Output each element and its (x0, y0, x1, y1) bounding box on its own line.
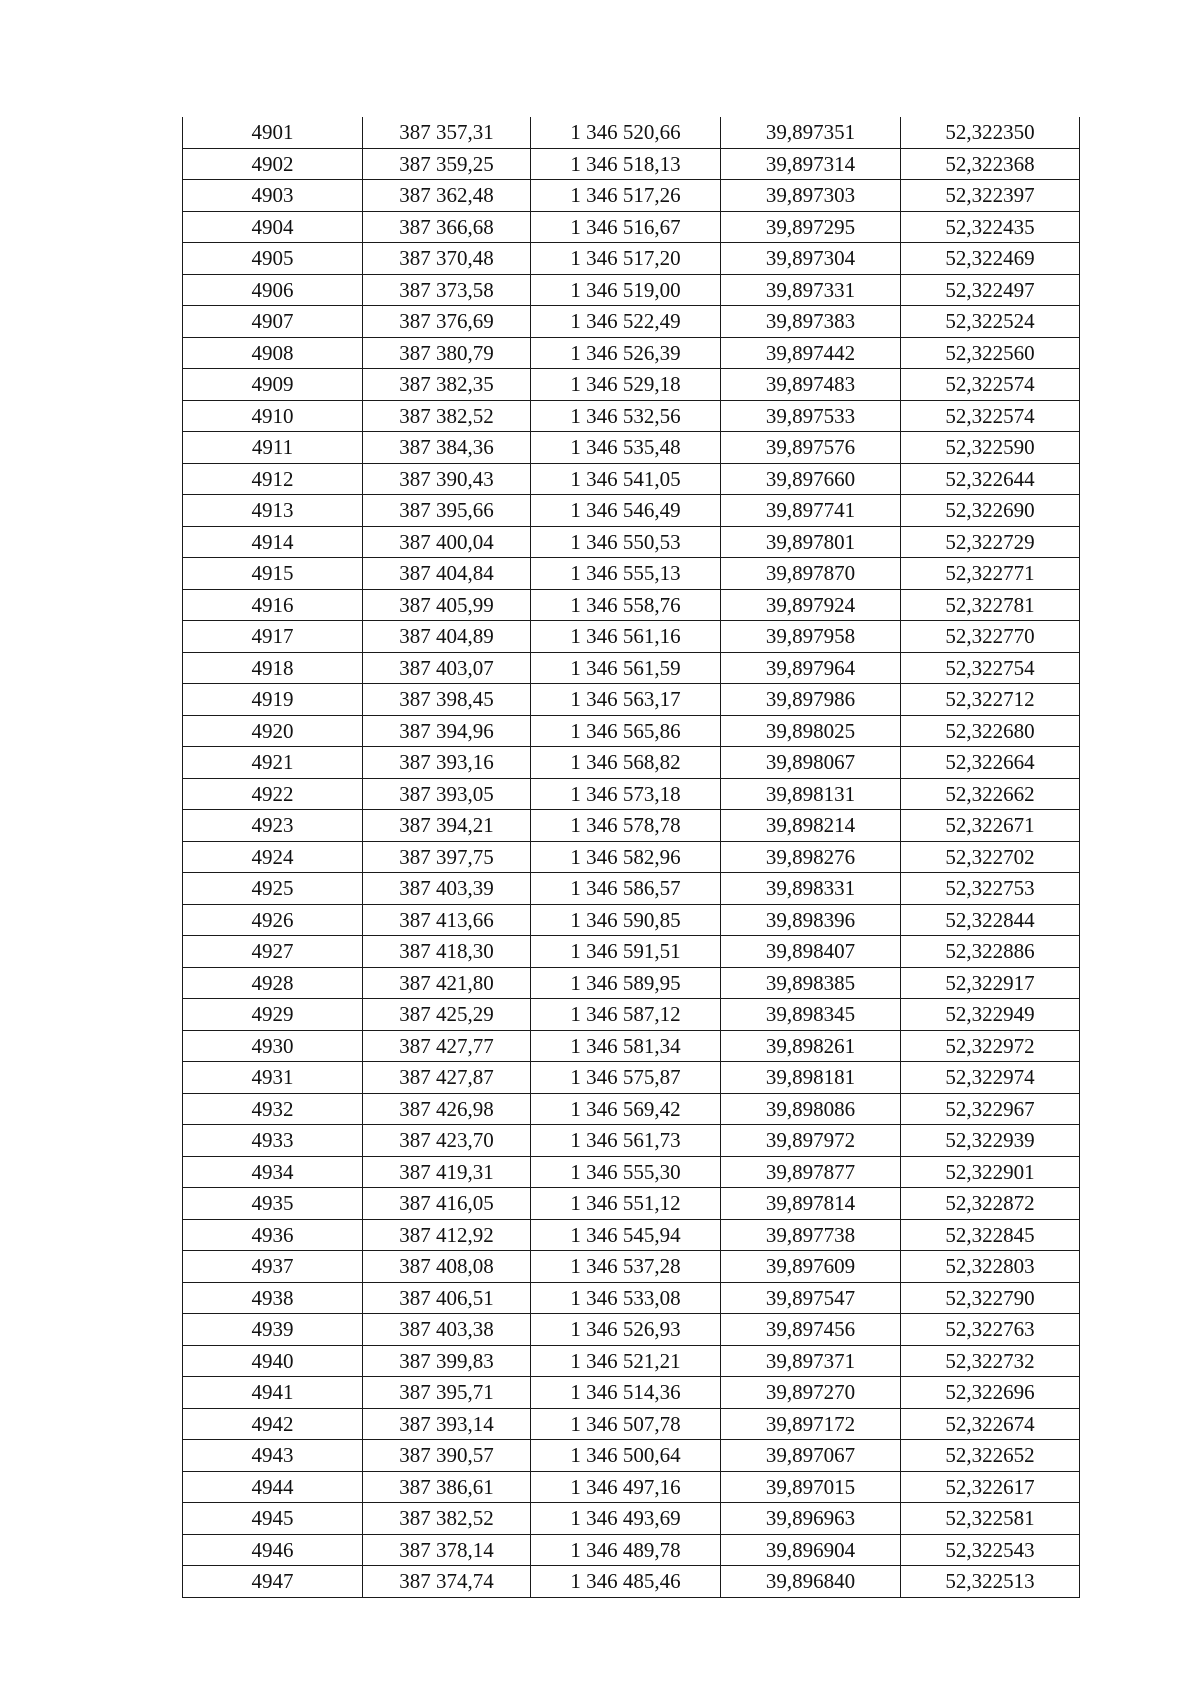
longitude-cell: 39,897314 (721, 148, 901, 180)
y-coordinate-cell: 1 346 575,87 (531, 1062, 721, 1094)
x-coordinate-cell: 387 416,05 (363, 1188, 531, 1220)
longitude-cell: 39,897738 (721, 1219, 901, 1251)
x-coordinate-cell: 387 357,31 (363, 117, 531, 148)
x-coordinate-cell: 387 425,29 (363, 999, 531, 1031)
table-row (183, 1125, 1080, 1157)
latitude-cell: 52,322844 (901, 904, 1080, 936)
x-coordinate-cell: 387 419,31 (363, 1156, 531, 1188)
longitude-cell: 39,898276 (721, 841, 901, 873)
y-coordinate-cell: 1 346 589,95 (531, 967, 721, 999)
table-row (183, 1219, 1080, 1251)
longitude-cell: 39,897924 (721, 589, 901, 621)
point-number-cell: 4910 (183, 400, 363, 432)
point-number-cell: 4920 (183, 715, 363, 747)
table-row (183, 243, 1080, 275)
latitude-cell: 52,322690 (901, 495, 1080, 527)
latitude-cell: 52,322781 (901, 589, 1080, 621)
longitude-cell: 39,898396 (721, 904, 901, 936)
table-row (183, 778, 1080, 810)
y-coordinate-cell: 1 346 522,49 (531, 306, 721, 338)
longitude-cell: 39,898131 (721, 778, 901, 810)
longitude-cell: 39,897964 (721, 652, 901, 684)
y-coordinate-cell: 1 346 545,94 (531, 1219, 721, 1251)
longitude-cell: 39,897270 (721, 1377, 901, 1409)
table-row (183, 526, 1080, 558)
point-number-cell: 4915 (183, 558, 363, 590)
latitude-cell: 52,322671 (901, 810, 1080, 842)
point-number-cell: 4927 (183, 936, 363, 968)
latitude-cell: 52,322524 (901, 306, 1080, 338)
table-row (183, 1566, 1080, 1598)
longitude-cell: 39,897814 (721, 1188, 901, 1220)
x-coordinate-cell: 387 362,48 (363, 180, 531, 212)
x-coordinate-cell: 387 393,14 (363, 1408, 531, 1440)
longitude-cell: 39,898331 (721, 873, 901, 905)
longitude-cell: 39,896904 (721, 1534, 901, 1566)
table-row (183, 1156, 1080, 1188)
x-coordinate-cell: 387 390,57 (363, 1440, 531, 1472)
latitude-cell: 52,322712 (901, 684, 1080, 716)
x-coordinate-cell: 387 382,52 (363, 1503, 531, 1535)
y-coordinate-cell: 1 346 535,48 (531, 432, 721, 464)
longitude-cell: 39,897609 (721, 1251, 901, 1283)
longitude-cell: 39,897972 (721, 1125, 901, 1157)
latitude-cell: 52,322435 (901, 211, 1080, 243)
table-row (183, 148, 1080, 180)
y-coordinate-cell: 1 346 529,18 (531, 369, 721, 401)
table-row (183, 1377, 1080, 1409)
x-coordinate-cell: 387 405,99 (363, 589, 531, 621)
table-row (183, 1188, 1080, 1220)
y-coordinate-cell: 1 346 582,96 (531, 841, 721, 873)
latitude-cell: 52,322967 (901, 1093, 1080, 1125)
point-number-cell: 4938 (183, 1282, 363, 1314)
y-coordinate-cell: 1 346 555,13 (531, 558, 721, 590)
latitude-cell: 52,322753 (901, 873, 1080, 905)
table-row (183, 1345, 1080, 1377)
x-coordinate-cell: 387 374,74 (363, 1566, 531, 1598)
x-coordinate-cell: 387 382,35 (363, 369, 531, 401)
table-row (183, 747, 1080, 779)
x-coordinate-cell: 387 397,75 (363, 841, 531, 873)
latitude-cell: 52,322397 (901, 180, 1080, 212)
latitude-cell: 52,322652 (901, 1440, 1080, 1472)
table-row (183, 1408, 1080, 1440)
longitude-cell: 39,897801 (721, 526, 901, 558)
x-coordinate-cell: 387 370,48 (363, 243, 531, 275)
y-coordinate-cell: 1 346 489,78 (531, 1534, 721, 1566)
latitude-cell: 52,322469 (901, 243, 1080, 275)
point-number-cell: 4906 (183, 274, 363, 306)
latitude-cell: 52,322872 (901, 1188, 1080, 1220)
latitude-cell: 52,322543 (901, 1534, 1080, 1566)
latitude-cell: 52,322974 (901, 1062, 1080, 1094)
x-coordinate-cell: 387 378,14 (363, 1534, 531, 1566)
longitude-cell: 39,898067 (721, 747, 901, 779)
y-coordinate-cell: 1 346 493,69 (531, 1503, 721, 1535)
latitude-cell: 52,322617 (901, 1471, 1080, 1503)
table-row (183, 999, 1080, 1031)
longitude-cell: 39,897303 (721, 180, 901, 212)
y-coordinate-cell: 1 346 550,53 (531, 526, 721, 558)
point-number-cell: 4916 (183, 589, 363, 621)
y-coordinate-cell: 1 346 561,16 (531, 621, 721, 653)
y-coordinate-cell: 1 346 520,66 (531, 117, 721, 148)
latitude-cell: 52,322590 (901, 432, 1080, 464)
longitude-cell: 39,897547 (721, 1282, 901, 1314)
longitude-cell: 39,897483 (721, 369, 901, 401)
table-row (183, 1314, 1080, 1346)
latitude-cell: 52,322803 (901, 1251, 1080, 1283)
longitude-cell: 39,897877 (721, 1156, 901, 1188)
longitude-cell: 39,897660 (721, 463, 901, 495)
longitude-cell: 39,897331 (721, 274, 901, 306)
latitude-cell: 52,322972 (901, 1030, 1080, 1062)
y-coordinate-cell: 1 346 573,18 (531, 778, 721, 810)
longitude-cell: 39,897741 (721, 495, 901, 527)
table-row (183, 306, 1080, 338)
table-row (183, 1062, 1080, 1094)
y-coordinate-cell: 1 346 537,28 (531, 1251, 721, 1283)
y-coordinate-cell: 1 346 546,49 (531, 495, 721, 527)
longitude-cell: 39,898345 (721, 999, 901, 1031)
point-number-cell: 4940 (183, 1345, 363, 1377)
point-number-cell: 4923 (183, 810, 363, 842)
table-row (183, 652, 1080, 684)
point-number-cell: 4917 (183, 621, 363, 653)
table-row (183, 274, 1080, 306)
table-row (183, 1030, 1080, 1062)
longitude-cell: 39,897371 (721, 1345, 901, 1377)
table-row (183, 810, 1080, 842)
table-row (183, 400, 1080, 432)
point-number-cell: 4942 (183, 1408, 363, 1440)
table-row (183, 873, 1080, 905)
latitude-cell: 52,322771 (901, 558, 1080, 590)
point-number-cell: 4903 (183, 180, 363, 212)
table-row (183, 1471, 1080, 1503)
point-number-cell: 4902 (183, 148, 363, 180)
x-coordinate-cell: 387 382,52 (363, 400, 531, 432)
point-number-cell: 4922 (183, 778, 363, 810)
y-coordinate-cell: 1 346 507,78 (531, 1408, 721, 1440)
x-coordinate-cell: 387 412,92 (363, 1219, 531, 1251)
y-coordinate-cell: 1 346 558,76 (531, 589, 721, 621)
longitude-cell: 39,897533 (721, 400, 901, 432)
table-row (183, 1282, 1080, 1314)
y-coordinate-cell: 1 346 526,93 (531, 1314, 721, 1346)
longitude-cell: 39,897067 (721, 1440, 901, 1472)
coordinates-table-body (183, 117, 1080, 1597)
latitude-cell: 52,322574 (901, 369, 1080, 401)
latitude-cell: 52,322763 (901, 1314, 1080, 1346)
point-number-cell: 4918 (183, 652, 363, 684)
longitude-cell: 39,896963 (721, 1503, 901, 1535)
point-number-cell: 4943 (183, 1440, 363, 1472)
y-coordinate-cell: 1 346 517,26 (531, 180, 721, 212)
longitude-cell: 39,897015 (721, 1471, 901, 1503)
point-number-cell: 4934 (183, 1156, 363, 1188)
point-number-cell: 4946 (183, 1534, 363, 1566)
point-number-cell: 4936 (183, 1219, 363, 1251)
point-number-cell: 4932 (183, 1093, 363, 1125)
y-coordinate-cell: 1 346 517,20 (531, 243, 721, 275)
x-coordinate-cell: 387 427,87 (363, 1062, 531, 1094)
x-coordinate-cell: 387 359,25 (363, 148, 531, 180)
x-coordinate-cell: 387 384,36 (363, 432, 531, 464)
longitude-cell: 39,897442 (721, 337, 901, 369)
latitude-cell: 52,322644 (901, 463, 1080, 495)
latitude-cell: 52,322754 (901, 652, 1080, 684)
table-row (183, 495, 1080, 527)
point-number-cell: 4914 (183, 526, 363, 558)
longitude-cell: 39,898181 (721, 1062, 901, 1094)
table-row (183, 715, 1080, 747)
point-number-cell: 4907 (183, 306, 363, 338)
longitude-cell: 39,897958 (721, 621, 901, 653)
latitude-cell: 52,322664 (901, 747, 1080, 779)
y-coordinate-cell: 1 346 516,67 (531, 211, 721, 243)
table-row (183, 1534, 1080, 1566)
x-coordinate-cell: 387 427,77 (363, 1030, 531, 1062)
latitude-cell: 52,322770 (901, 621, 1080, 653)
longitude-cell: 39,897295 (721, 211, 901, 243)
latitude-cell: 52,322581 (901, 1503, 1080, 1535)
x-coordinate-cell: 387 406,51 (363, 1282, 531, 1314)
y-coordinate-cell: 1 346 555,30 (531, 1156, 721, 1188)
longitude-cell: 39,898407 (721, 936, 901, 968)
point-number-cell: 4913 (183, 495, 363, 527)
longitude-cell: 39,897351 (721, 117, 901, 148)
latitude-cell: 52,322574 (901, 400, 1080, 432)
latitude-cell: 52,322680 (901, 715, 1080, 747)
y-coordinate-cell: 1 346 569,42 (531, 1093, 721, 1125)
point-number-cell: 4933 (183, 1125, 363, 1157)
point-number-cell: 4901 (183, 117, 363, 148)
table-row (183, 180, 1080, 212)
longitude-cell: 39,897172 (721, 1408, 901, 1440)
table-row (183, 1093, 1080, 1125)
point-number-cell: 4929 (183, 999, 363, 1031)
y-coordinate-cell: 1 346 565,86 (531, 715, 721, 747)
latitude-cell: 52,322696 (901, 1377, 1080, 1409)
x-coordinate-cell: 387 403,39 (363, 873, 531, 905)
table-row (183, 841, 1080, 873)
point-number-cell: 4930 (183, 1030, 363, 1062)
y-coordinate-cell: 1 346 578,78 (531, 810, 721, 842)
point-number-cell: 4931 (183, 1062, 363, 1094)
longitude-cell: 39,898385 (721, 967, 901, 999)
x-coordinate-cell: 387 408,08 (363, 1251, 531, 1283)
point-number-cell: 4935 (183, 1188, 363, 1220)
latitude-cell: 52,322497 (901, 274, 1080, 306)
table-row (183, 463, 1080, 495)
y-coordinate-cell: 1 346 519,00 (531, 274, 721, 306)
table-row (183, 1251, 1080, 1283)
latitude-cell: 52,322674 (901, 1408, 1080, 1440)
latitude-cell: 52,322790 (901, 1282, 1080, 1314)
x-coordinate-cell: 387 394,96 (363, 715, 531, 747)
y-coordinate-cell: 1 346 521,21 (531, 1345, 721, 1377)
x-coordinate-cell: 387 418,30 (363, 936, 531, 968)
y-coordinate-cell: 1 346 497,16 (531, 1471, 721, 1503)
latitude-cell: 52,322368 (901, 148, 1080, 180)
longitude-cell: 39,897383 (721, 306, 901, 338)
x-coordinate-cell: 387 393,16 (363, 747, 531, 779)
y-coordinate-cell: 1 346 568,82 (531, 747, 721, 779)
y-coordinate-cell: 1 346 590,85 (531, 904, 721, 936)
longitude-cell: 39,898261 (721, 1030, 901, 1062)
latitude-cell: 52,322560 (901, 337, 1080, 369)
point-number-cell: 4912 (183, 463, 363, 495)
point-number-cell: 4911 (183, 432, 363, 464)
latitude-cell: 52,322702 (901, 841, 1080, 873)
y-coordinate-cell: 1 346 514,36 (531, 1377, 721, 1409)
x-coordinate-cell: 387 394,21 (363, 810, 531, 842)
point-number-cell: 4925 (183, 873, 363, 905)
longitude-cell: 39,897456 (721, 1314, 901, 1346)
y-coordinate-cell: 1 346 561,59 (531, 652, 721, 684)
longitude-cell: 39,896840 (721, 1566, 901, 1598)
point-number-cell: 4945 (183, 1503, 363, 1535)
longitude-cell: 39,897986 (721, 684, 901, 716)
latitude-cell: 52,322845 (901, 1219, 1080, 1251)
point-number-cell: 4944 (183, 1471, 363, 1503)
y-coordinate-cell: 1 346 563,17 (531, 684, 721, 716)
y-coordinate-cell: 1 346 541,05 (531, 463, 721, 495)
latitude-cell: 52,322513 (901, 1566, 1080, 1598)
point-number-cell: 4926 (183, 904, 363, 936)
y-coordinate-cell: 1 346 532,56 (531, 400, 721, 432)
table-row (183, 684, 1080, 716)
x-coordinate-cell: 387 376,69 (363, 306, 531, 338)
x-coordinate-cell: 387 380,79 (363, 337, 531, 369)
y-coordinate-cell: 1 346 551,12 (531, 1188, 721, 1220)
point-number-cell: 4937 (183, 1251, 363, 1283)
table-row (183, 1440, 1080, 1472)
point-number-cell: 4919 (183, 684, 363, 716)
y-coordinate-cell: 1 346 533,08 (531, 1282, 721, 1314)
table-row (183, 432, 1080, 464)
point-number-cell: 4908 (183, 337, 363, 369)
y-coordinate-cell: 1 346 561,73 (531, 1125, 721, 1157)
x-coordinate-cell: 387 373,58 (363, 274, 531, 306)
table-row (183, 117, 1080, 148)
point-number-cell: 4939 (183, 1314, 363, 1346)
point-number-cell: 4905 (183, 243, 363, 275)
x-coordinate-cell: 387 403,07 (363, 652, 531, 684)
y-coordinate-cell: 1 346 518,13 (531, 148, 721, 180)
latitude-cell: 52,322901 (901, 1156, 1080, 1188)
longitude-cell: 39,897304 (721, 243, 901, 275)
x-coordinate-cell: 387 423,70 (363, 1125, 531, 1157)
x-coordinate-cell: 387 395,66 (363, 495, 531, 527)
x-coordinate-cell: 387 366,68 (363, 211, 531, 243)
table-row (183, 621, 1080, 653)
x-coordinate-cell: 387 398,45 (363, 684, 531, 716)
x-coordinate-cell: 387 421,80 (363, 967, 531, 999)
y-coordinate-cell: 1 346 581,34 (531, 1030, 721, 1062)
y-coordinate-cell: 1 346 500,64 (531, 1440, 721, 1472)
point-number-cell: 4928 (183, 967, 363, 999)
longitude-cell: 39,898086 (721, 1093, 901, 1125)
x-coordinate-cell: 387 399,83 (363, 1345, 531, 1377)
latitude-cell: 52,322939 (901, 1125, 1080, 1157)
latitude-cell: 52,322917 (901, 967, 1080, 999)
latitude-cell: 52,322732 (901, 1345, 1080, 1377)
y-coordinate-cell: 1 346 526,39 (531, 337, 721, 369)
x-coordinate-cell: 387 404,89 (363, 621, 531, 653)
y-coordinate-cell: 1 346 485,46 (531, 1566, 721, 1598)
x-coordinate-cell: 387 390,43 (363, 463, 531, 495)
latitude-cell: 52,322886 (901, 936, 1080, 968)
y-coordinate-cell: 1 346 591,51 (531, 936, 721, 968)
point-number-cell: 4921 (183, 747, 363, 779)
x-coordinate-cell: 387 400,04 (363, 526, 531, 558)
point-number-cell: 4909 (183, 369, 363, 401)
table-row (183, 369, 1080, 401)
x-coordinate-cell: 387 395,71 (363, 1377, 531, 1409)
point-number-cell: 4947 (183, 1566, 363, 1598)
table-row (183, 936, 1080, 968)
x-coordinate-cell: 387 403,38 (363, 1314, 531, 1346)
x-coordinate-cell: 387 404,84 (363, 558, 531, 590)
y-coordinate-cell: 1 346 586,57 (531, 873, 721, 905)
x-coordinate-cell: 387 393,05 (363, 778, 531, 810)
x-coordinate-cell: 387 413,66 (363, 904, 531, 936)
coordinates-table (182, 117, 1080, 1598)
table-row (183, 904, 1080, 936)
latitude-cell: 52,322350 (901, 117, 1080, 148)
table-row (183, 211, 1080, 243)
point-number-cell: 4941 (183, 1377, 363, 1409)
longitude-cell: 39,897576 (721, 432, 901, 464)
y-coordinate-cell: 1 346 587,12 (531, 999, 721, 1031)
latitude-cell: 52,322729 (901, 526, 1080, 558)
longitude-cell: 39,898214 (721, 810, 901, 842)
table-row (183, 1503, 1080, 1535)
longitude-cell: 39,897870 (721, 558, 901, 590)
longitude-cell: 39,898025 (721, 715, 901, 747)
table-row (183, 589, 1080, 621)
table-row (183, 337, 1080, 369)
x-coordinate-cell: 387 386,61 (363, 1471, 531, 1503)
table-row (183, 558, 1080, 590)
table-row (183, 967, 1080, 999)
latitude-cell: 52,322662 (901, 778, 1080, 810)
point-number-cell: 4904 (183, 211, 363, 243)
latitude-cell: 52,322949 (901, 999, 1080, 1031)
x-coordinate-cell: 387 426,98 (363, 1093, 531, 1125)
point-number-cell: 4924 (183, 841, 363, 873)
